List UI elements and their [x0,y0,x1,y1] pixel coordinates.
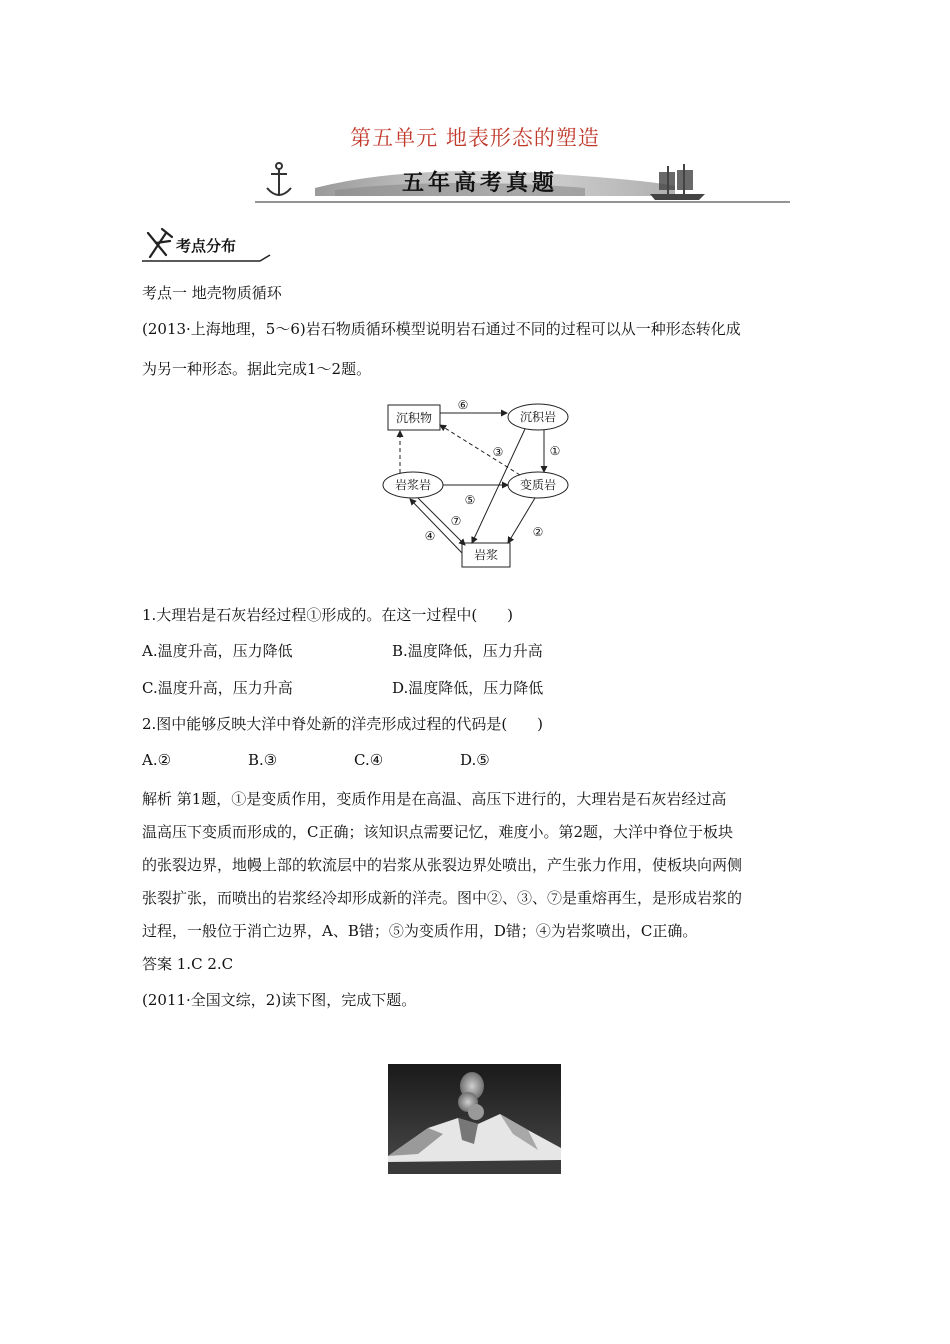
topic-heading: 考点一 地壳物质循环 [142,284,282,302]
question-2-option-c: C.④ [354,751,384,769]
arrow-dashed-from-metamorphic [440,425,520,475]
question-2-stem: 2.图中能够反映大洋中脊处新的洋壳形成过程的代码是( ) [142,715,544,733]
label-7: ⑦ [450,514,462,528]
question-1-option-a: A.温度升高，压力降低 [142,642,293,660]
label-4: ④ [424,529,436,543]
archer-icon [148,229,172,257]
question-1-option-c: C.温度升高，压力升高 [142,679,293,697]
label-1: ① [549,444,561,458]
label-3: ③ [492,445,504,459]
arrow-2 [508,498,535,543]
rock-cycle-diagram [370,395,580,575]
anchor-icon [267,163,291,196]
analysis-line-5: 过程，一般位于消亡边界，A、B错；⑤为变质作用，D错；④为岩浆喷出，C正确。 [142,922,698,940]
node-sediment: 沉积物 [395,411,433,425]
label-6: ⑥ [457,398,469,412]
node-magma: 岩浆 [473,548,499,562]
question-2-option-d: D.⑤ [460,751,490,769]
question-2-option-b: B.③ [248,751,278,769]
section-label: 考点分布 [176,237,237,255]
unit-title: 第五单元 地表形态的塑造 [350,126,600,150]
analysis-line-1: 解析 第1题，①是变质作用，变质作用是在高温、高压下进行的，大理岩是石灰岩经过高 [142,790,727,808]
intro-line-2: 为另一种形态。据此完成1～2题。 [142,360,372,378]
analysis-line-2: 温高压下变质而形成的，C正确；该知识点需要记忆，难度小。第2题，大洋中脊位于板块 [142,823,734,841]
label-5: ⑤ [464,493,476,507]
answer: 答案 1.C 2.C [142,955,234,973]
question-1-stem: 1.大理岩是石灰岩经过程①形成的。在这一过程中( ) [142,606,514,624]
intro-line-1: (2013·上海地理，5～6)岩石物质循环模型说明岩石通过不同的过程可以从一种形态转化成 [142,320,741,338]
question-2-option-a: A.② [142,751,172,769]
question-1-option-b: B.温度降低，压力升高 [392,642,543,660]
node-igneous-rock: 岩浆岩 [394,478,432,492]
ship-icon [650,164,705,200]
node-metamorphic-rock: 变质岩 [519,478,557,492]
question-1-option-d: D.温度降低，压力降低 [392,679,544,697]
intro-2: (2011·全国文综，2)读下图，完成下题。 [142,991,417,1009]
analysis-line-3: 的张裂边界，地幔上部的软流层中的岩浆从张裂边界处喷出，产生张力作用，使板块向两侧 [142,856,743,874]
node-sedimentary-rock: 沉积岩 [519,410,557,424]
volcano-photo [388,1064,561,1174]
label-2: ② [532,525,544,539]
banner-label: 五年高考真题 [401,171,558,196]
analysis-line-4: 张裂扩张，而喷出的岩浆经冷却形成新的洋壳。图中②、③、⑦是重熔再生，是形成岩浆的 [142,889,743,907]
